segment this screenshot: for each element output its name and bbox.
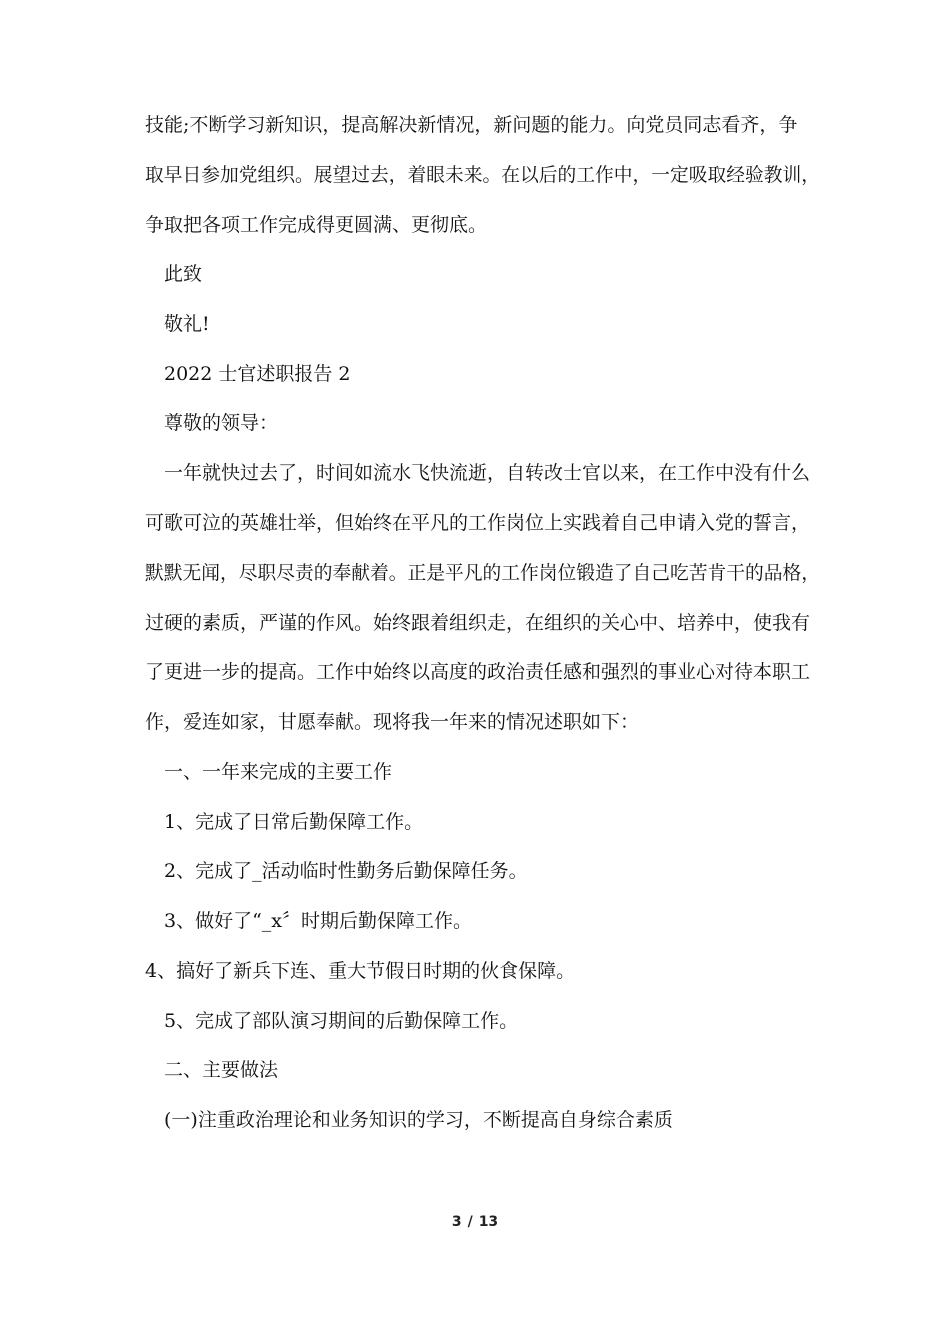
page-separator: /: [467, 1214, 473, 1230]
paragraph-line: 默默无闻，尽职尽责的奉献着。正是平凡的工作岗位锻造了自己吃苦肯干的品格，: [145, 562, 820, 584]
list-item: 5、完成了部队演习期间的后勤保障工作。: [164, 1010, 519, 1032]
list-item: 3、做好了“_x〞时期后勤保障工作。: [164, 910, 473, 932]
paragraph-line: 取早日参加党组织。展望过去，着眼未来。在以后的工作中，一定吸取经验教训，: [145, 164, 820, 186]
subsection-heading: (一)注重政治理论和业务知识的学习，不断提高自身综合素质: [164, 1109, 673, 1131]
salutation-line: 敬礼!: [164, 313, 210, 335]
list-item: 1、完成了日常后勤保障工作。: [164, 811, 424, 833]
page-number: [0, 1213, 950, 1231]
current-page-number: 3: [451, 1214, 462, 1230]
paragraph-line: 了更进一步的提高。工作中始终以高度的政治责任感和强烈的事业心对待本职工: [145, 661, 811, 683]
salutation-line: 此致: [164, 263, 203, 285]
paragraph-line: 争取把各项工作完成得更圆满、更彻底。: [145, 214, 488, 236]
paragraph-line: 过硬的素质，严谨的作风。始终跟着组织走，在组织的关心中、培养中，使我有: [145, 612, 811, 634]
section-heading: 二、主要做法: [164, 1059, 279, 1081]
paragraph-line: 可歌可泣的英雄壮举，但始终在平凡的工作岗位上实践着自己申请入党的誓言，: [145, 512, 811, 534]
list-item: 4、搞好了新兵下连、重大节假日时期的伙食保障。: [145, 960, 576, 982]
paragraph-line: 作，爱连如家，甘愿奉献。现将我一年来的情况述职如下：: [145, 711, 640, 733]
section-heading: 一、一年来完成的主要工作: [164, 761, 393, 783]
paragraph-line: 一年就快过去了，时间如流水飞快流逝，自转改士官以来，在工作中没有什么: [164, 462, 811, 484]
list-item: 2、完成了_活动临时性勤务后勤保障任务。: [164, 860, 528, 882]
report-title: 2022 士官述职报告 2: [164, 363, 351, 385]
greeting-line: 尊敬的领导：: [164, 412, 279, 434]
total-page-count: 13: [478, 1214, 499, 1230]
paragraph-line: 技能;不断学习新知识，提高解决新情况，新问题的能力。向党员同志看齐，争: [145, 114, 798, 136]
